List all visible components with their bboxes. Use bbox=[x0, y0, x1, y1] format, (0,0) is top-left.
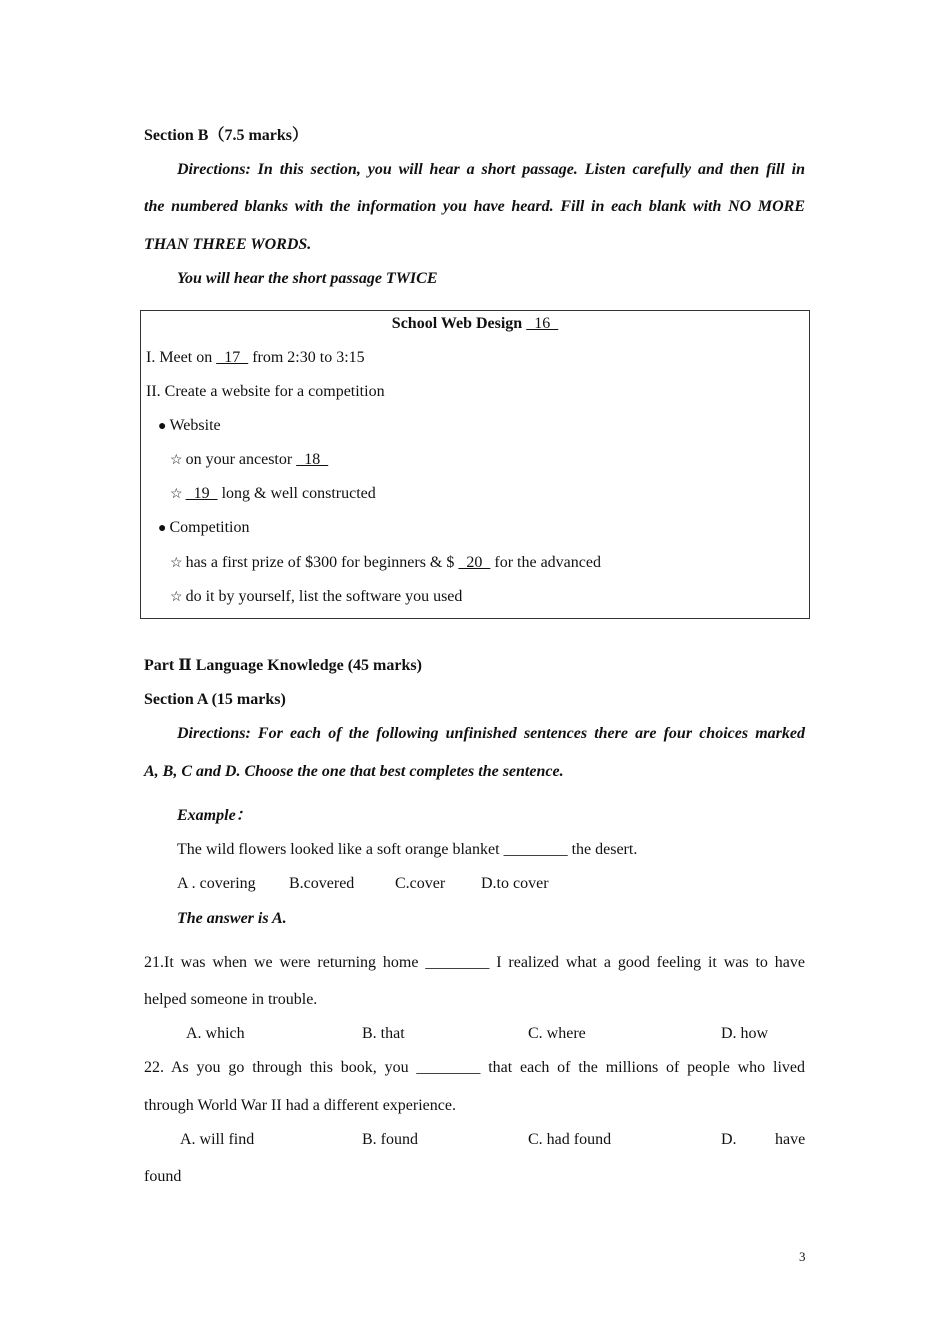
part2-heading: Part Ⅱ Language Knowledge (45 marks) bbox=[144, 657, 422, 674]
ancestor-prefix: on your ancestor bbox=[185, 451, 297, 468]
website-label: Website bbox=[169, 417, 221, 434]
example-answer: The answer is A. bbox=[177, 910, 287, 927]
ancestor-line bbox=[170, 452, 328, 468]
meet-suffix: from 2:30 to 3:15 bbox=[248, 349, 365, 366]
section-b-directions-line3: THAN THREE WORDS. bbox=[144, 236, 312, 253]
section-b-directions-line1: Directions: In this section, you will hear a short passage. Listen carefully and then fill in bbox=[177, 161, 805, 178]
q21-option-c: C. where bbox=[528, 1025, 586, 1042]
prize-prefix: has a first prize of $300 for beginners & $ bbox=[185, 554, 459, 571]
q21-option-d: D. how bbox=[721, 1025, 769, 1042]
section-b-directions-line2: the numbered blanks with the information you have heard. Fill in each blank with NO MORE bbox=[144, 198, 805, 215]
bullet-icon: ● bbox=[158, 521, 167, 536]
example-option-c: C.cover bbox=[395, 875, 446, 892]
q22-option-d-word: have bbox=[775, 1131, 806, 1148]
blank-20: 20 bbox=[458, 554, 491, 571]
star-icon: ☆ bbox=[170, 590, 183, 605]
star-icon: ☆ bbox=[170, 487, 183, 502]
q21-line1: 21.It was when we were returning home ________ I realized what a good feeling it was to have bbox=[144, 954, 805, 971]
long-suffix: long & well constructed bbox=[217, 485, 376, 502]
competition-line bbox=[158, 520, 249, 536]
blank-17: 17 bbox=[216, 349, 249, 366]
example-label: Example： bbox=[177, 807, 252, 824]
blank-16: 16 bbox=[526, 315, 559, 332]
box-title: School Web Design bbox=[391, 315, 523, 332]
section-b-heading: Section B（7.5 marks） bbox=[144, 127, 309, 144]
part2-directions-line2: A, B, C and D. Choose the one that best completes the sentence. bbox=[144, 763, 564, 780]
website-line bbox=[158, 418, 221, 434]
box-title-line bbox=[140, 316, 810, 332]
example-option-a: A . covering bbox=[177, 875, 256, 892]
bullet-icon: ● bbox=[158, 419, 167, 434]
section-a-heading: Section A (15 marks) bbox=[144, 691, 286, 708]
yourself-text: do it by yourself, list the software you used bbox=[185, 588, 463, 605]
page-number: 3 bbox=[799, 1249, 806, 1264]
example-option-b: B.covered bbox=[289, 875, 355, 892]
blank-19: 19 bbox=[185, 485, 218, 502]
prize-line bbox=[170, 555, 601, 571]
meet-line bbox=[146, 350, 365, 366]
q21-option-b: B. that bbox=[362, 1025, 405, 1042]
competition-label: Competition bbox=[169, 519, 250, 536]
q22-option-a: A. will find bbox=[180, 1131, 255, 1148]
star-icon: ☆ bbox=[170, 556, 183, 571]
blank-18: 18 bbox=[296, 451, 329, 468]
q22-line1: 22. As you go through this book, you ________ that each of the millions of people who lived bbox=[144, 1059, 805, 1076]
create-line: II. Create a website for a competition bbox=[146, 383, 385, 400]
meet-prefix: I. Meet on bbox=[146, 349, 217, 366]
q22-option-d-wrap: found bbox=[144, 1168, 182, 1185]
star-icon: ☆ bbox=[170, 453, 183, 468]
q21-line2: helped someone in trouble. bbox=[144, 991, 318, 1008]
q21-option-a: A. which bbox=[186, 1025, 245, 1042]
twice-note: You will hear the short passage TWICE bbox=[177, 270, 438, 287]
prize-suffix: for the advanced bbox=[490, 554, 601, 571]
q22-option-c: C. had found bbox=[528, 1131, 612, 1148]
example-sentence: The wild flowers looked like a soft orange blanket ________ the desert. bbox=[177, 841, 638, 858]
yourself-line bbox=[170, 589, 462, 605]
long-line bbox=[170, 486, 376, 502]
example-option-d: D.to cover bbox=[481, 875, 549, 892]
part2-directions-line1: Directions: For each of the following unfinished sentences there are four choices marked bbox=[177, 725, 805, 742]
q22-option-b: B. found bbox=[362, 1131, 418, 1148]
q22-option-d-letter: D. bbox=[721, 1131, 737, 1148]
q22-line2: through World War II had a different experience. bbox=[144, 1097, 456, 1114]
